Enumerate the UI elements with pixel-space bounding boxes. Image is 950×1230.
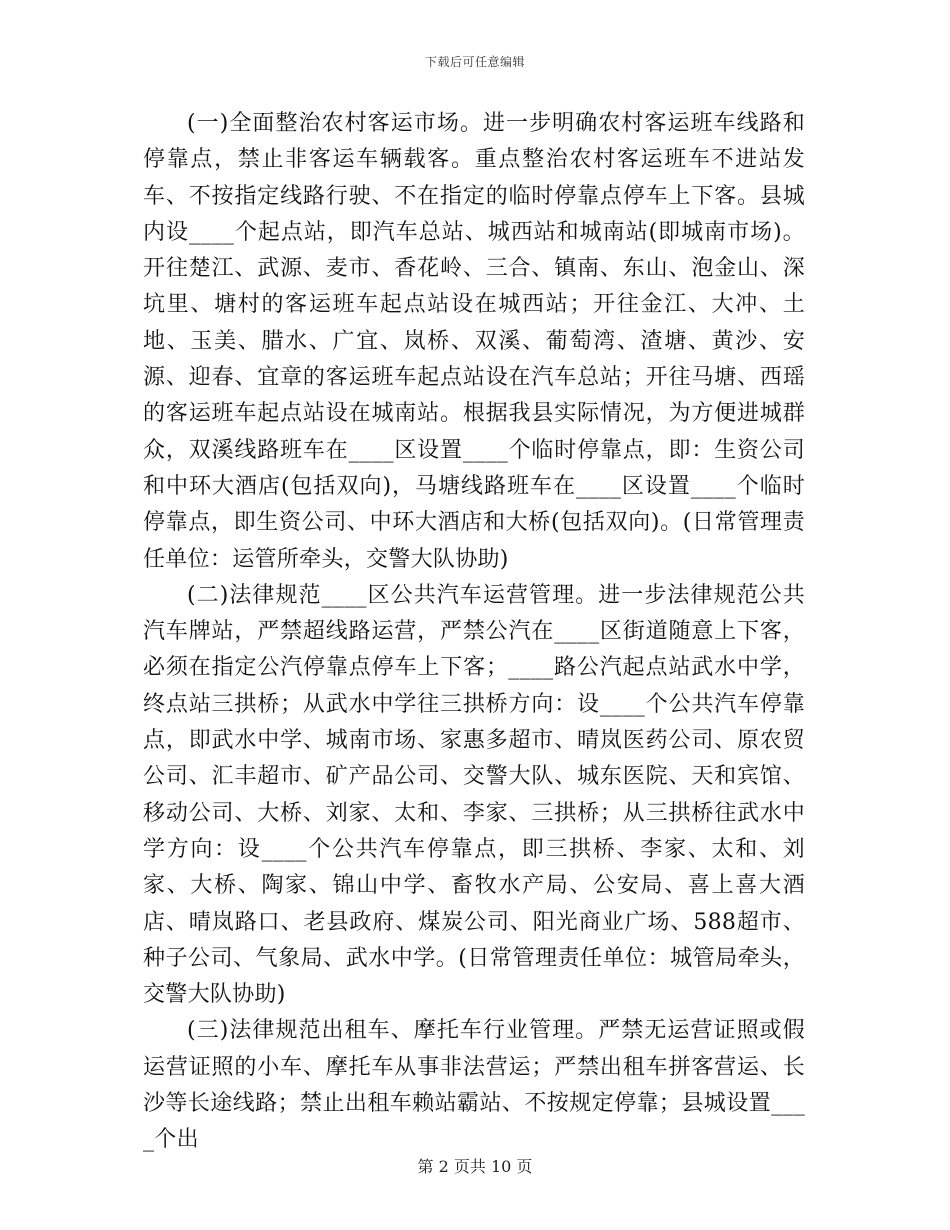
paragraph-1: (一)全面整治农村客运市场。进一步明确农村客运班车线路和停靠点，禁止非客运车辆载客。重点整治农村客运班车不进站发车、不按指定线路行驶、不在指定的临时停靠点停车上下客。县城内设____个起点站，即汽车总站、城西站和城南站(即城南市场)。开往楚江、武源、麦市、香花岭、三合、镇南、东山、泡金山、深坑里、塘村的客运班车起点站设在城西站；开往金江、大冲、土地、玉美、腊水、广宜、岚桥、双溪、葡萄湾、渣塘、黄沙、安源、迎春、宜章的客运班车起点站设在汽车总站；开往马塘、西瑶的客运班车起点站设在城南站。根据我县实际情况，为方便进城群众，双溪线路班车在____区设置____个临时停靠点，即：生资公司和中环大酒店(包括双向)，马塘线路班车在____区设置____个临时停靠点，即生资公司、中环大酒店和大桥(包括双向)。(日常管理责任单位：运管所牵头，交警大队协助) — [143, 111, 805, 572]
paragraph-3: (三)法律规范出租车、摩托车行业管理。严禁无运营证照或假运营证照的小车、摩托车从事非法营运；严禁出租车拼客营运、长沙等长途线路；禁止出租车赖站霸站、不按规定停靠；县城设置____个出 — [143, 1018, 805, 1153]
page-footer: 第 2 页共 10 页 — [417, 1157, 533, 1176]
page-header: 下载后可任意编辑 — [424, 55, 525, 69]
paragraph-2: (二)法律规范____区公共汽车运营管理。进一步法律规范公共汽车牌站，严禁超线路运营，严禁公汽在____区街道随意上下客，必须在指定公汽停靠点停车上下客；____路公汽起点站武水中学，终点站三拱桥；从武水中学往三拱桥方向：设____个公共汽车停靠点，即武水中学、城南市场、家惠多超市、晴岚医药公司、原农贸公司、汇丰超市、矿产品公司、交警大队、城东医院、天和宾馆、移动公司、大桥、刘家、太和、李家、三拱桥；从三拱桥往武水中学方向：设____个公共汽车停靠点，即三拱桥、李家、太和、刘家、大桥、陶家、锦山中学、畜牧水产局、公安局、喜上喜大酒店、晴岚路口、老县政府、煤炭公司、阳光商业广场、588超市、种子公司、气象局、武水中学。(日常管理责任单位：城管局牵头，交警大队协助) — [143, 582, 805, 1008]
document-body — [143, 106, 805, 1159]
